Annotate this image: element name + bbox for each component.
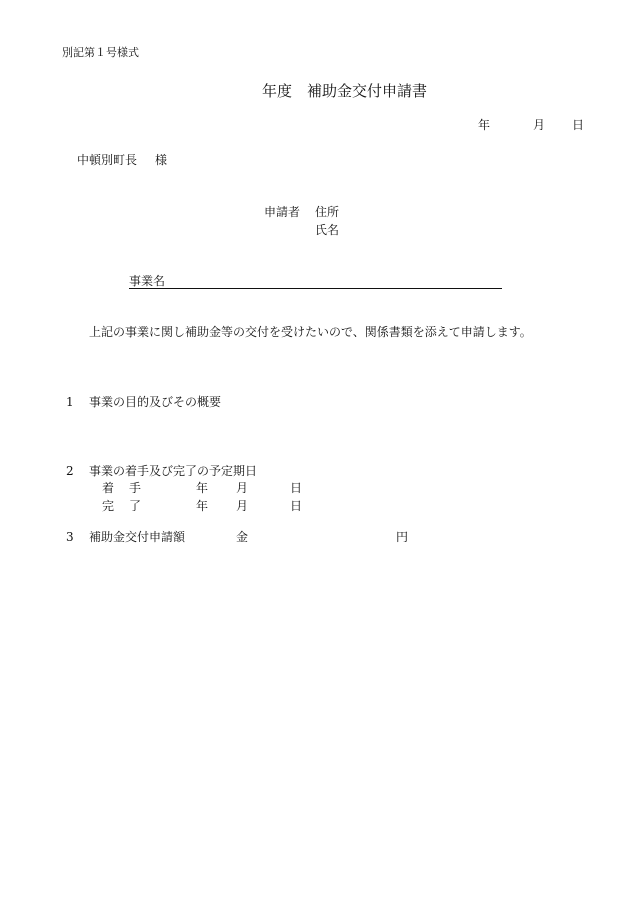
- completion-month-label: 月: [236, 499, 249, 513]
- form-number-label: 別記第１号様式: [62, 46, 139, 59]
- project-name-label: 事業名: [129, 274, 166, 288]
- start-day-label: 日: [290, 481, 303, 495]
- item-1-label: 事業の目的及びその概要: [89, 395, 222, 409]
- item-1-number: 1: [66, 395, 74, 409]
- completion-label-char-2: 了: [129, 499, 142, 513]
- completion-year-label: 年: [196, 499, 209, 513]
- applicant-label: 申請者: [264, 205, 301, 219]
- addressee-name: 中頓別町長: [77, 153, 138, 167]
- project-name-underline: [129, 288, 502, 289]
- title-fiscal-year: 年度: [262, 82, 293, 100]
- date-year-label: 年: [478, 118, 491, 132]
- amount-prefix: 金: [236, 530, 249, 544]
- applicant-address-label: 住所: [315, 205, 340, 219]
- application-statement: 上記の事業に関し補助金等の交付を受けたいので、関係書類を添えて申請します。: [89, 325, 532, 339]
- start-month-label: 月: [236, 481, 249, 495]
- start-label-char-2: 手: [129, 481, 142, 495]
- start-year-label: 年: [196, 481, 209, 495]
- date-day-label: 日: [572, 118, 585, 132]
- amount-yen-suffix: 円: [396, 530, 409, 544]
- start-label-char-1: 着: [102, 481, 115, 495]
- completion-day-label: 日: [290, 499, 303, 513]
- item-2-label: 事業の着手及び完了の予定期日: [89, 464, 258, 478]
- item-3-number: 3: [66, 530, 74, 544]
- date-month-label: 月: [533, 118, 546, 132]
- item-3-label: 補助金交付申請額: [89, 530, 186, 544]
- completion-label-char-1: 完: [102, 499, 115, 513]
- page-title: 補助金交付申請書: [307, 82, 428, 100]
- addressee-honorific: 様: [155, 153, 168, 167]
- applicant-name-label: 氏名: [315, 223, 340, 237]
- item-2-number: 2: [66, 464, 74, 478]
